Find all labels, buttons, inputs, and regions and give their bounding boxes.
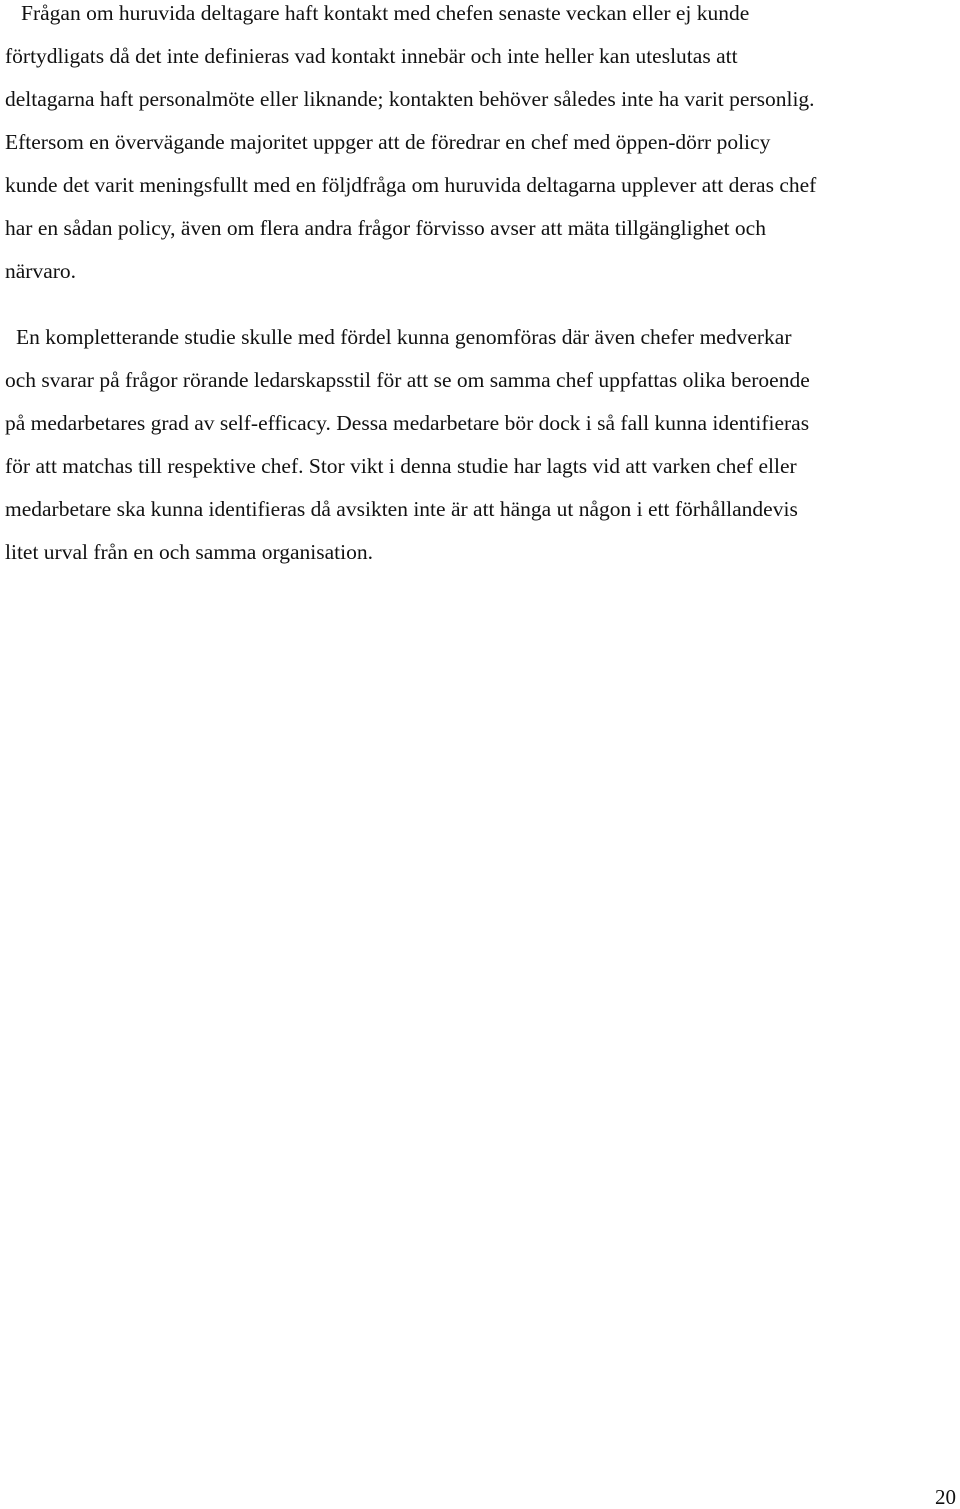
- text-line: litet urval från en och samma organisation.: [5, 540, 373, 564]
- text-line: närvaro.: [5, 259, 77, 283]
- text-line: En kompletterande studie skulle med fördel kunna genomföras där även chefer medverkar: [16, 325, 792, 349]
- text-line: Frågan om huruvida deltagare haft kontakt med chefen senaste veckan eller ej kunde: [21, 1, 750, 25]
- text-line: och svarar på frågor rörande ledarskapsstil för att se om samma chef uppfattas olika beroende: [5, 368, 810, 392]
- text-line: på medarbetares grad av self-efficacy. Dessa medarbetare bör dock i så fall kunna identifieras: [5, 411, 810, 435]
- text-line: för att matchas till respektive chef. Stor vikt i denna studie har lagts vid att varken chef eller: [5, 454, 797, 478]
- text-line: förtydligats då det inte definieras vad kontakt innebär och inte heller kan uteslutas att: [5, 44, 738, 68]
- text-line: kunde det varit meningsfullt med en följdfråga om huruvida deltagarna upplever att deras chef: [5, 173, 817, 197]
- text-line: Eftersom en övervägande majoritet uppger att de föredrar en chef med öppen-dörr policy: [5, 130, 771, 154]
- text-line: har en sådan policy, även om flera andra frågor förvisso avser att mäta tillgänglighet och: [5, 216, 766, 240]
- page-number: 20: [935, 1485, 956, 1509]
- text-line: medarbetare ska kunna identifieras då avsikten inte är att hänga ut någon i ett förhållandevis: [5, 497, 798, 521]
- text-line: deltagarna haft personalmöte eller liknande; kontakten behöver således inte ha varit personlig.: [5, 87, 815, 111]
